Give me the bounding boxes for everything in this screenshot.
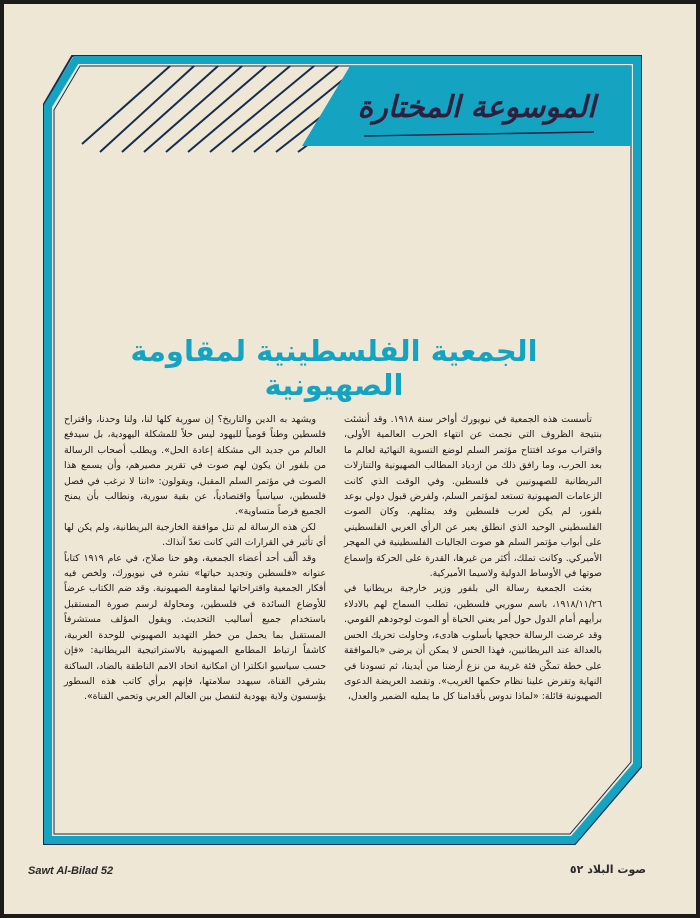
paragraph: لكن هذه الرسالة لم تنل موافقة الخارجية البريطانية، ولم يكن لها أي تأثير في القرارات التي كانت تعدّ آنذاك. bbox=[64, 521, 326, 549]
article-column-left bbox=[64, 412, 326, 705]
paragraph: وقد ألّف أحد أعضاء الجمعية، وهو حنا صلاح، في عام ١٩١٩ كتاباً عنوانه «فلسطين وتجديد حياتها» نشره في نيويورك، ولخص فيه أفكار الجمعية واقتراحاتها لمقاومة الصهيونية. وقد ضم الكتاب عرضاً للأوضاع السائدة في فلسطين، ومحاولة لرسم صورة المستقبل باستخدام جميع أساليب التحديث. ويقول المؤلف مستشرفاً المستقبل بما يحمل من خطر التهديد الصهيوني للوحدة العربية، كاشفاً ارتباط المطامع الصهيونية بالاستراتيجية البريطانية: «فإن حسب سياسيو انكلترا ان امكانية اتحاد الامم الناطقة بالضاد، الساكنة بشرقي القناة، سيهدد سلامتها، فإنهم برأي كاتب هذه السطور يؤسسون ولاية يهودية لتفصل بين العالم العربي وتحمي القناة». bbox=[64, 552, 326, 703]
article-column-right bbox=[344, 412, 602, 705]
paragraph: ويشهد به الدين والتاريخ؟ إن سورية كلها لنا، ولنا وحدنا، واقتراح فلسطين وطناً قومياً لليهود ليس حلاً للمشكلة اليهودية، بل سيدفع العالم من جديد الى مشكلة إعادة الحل». ويطلب أصحاب الرسالة من بلفور ان يكون لهم صوت في تقرير مصيرهم، وأن يسمع هذا الصوت في مؤتمر السلم المقبل، ويقولون: «اننا لا نرغب في فصل فلسطين، سياسياً واقتصادياً، عن بقية سورية، ونطالب بأن يمنح الجميع فرصاً متساوية». bbox=[64, 414, 326, 518]
magazine-page bbox=[4, 4, 696, 914]
article-headline: الجمعية الفلسطينية لمقاومة الصهيونية bbox=[130, 334, 538, 402]
footer-folio-latin: Sawt Al-Bilad 52 bbox=[28, 865, 114, 877]
paragraph: بعثت الجمعية رسالة الى بلفور وزير خارجية بريطانيا في ١٩١٨/١١/٢٦، باسم سوريي فلسطين، تطلب السماح لهم بالادلاء برأيهم أمام الدول حول أمر يعني الحياة أو الموت لوجودهم القومي. وقد عرضت الرسالة حججها بأسلوب هادىء، وحاولت تحريك الحس بالعدالة عند البريطانيين، فهذا الحس لا يمكن أن يرضى «بالموافقة على خطة تمكّن فئة غريبة من نزع أرضنا من أيدينا، ثم تسودنا في النهاية وتفرض علينا نظام حكمها الغريب». وتقصد العريضة الدعوى الصهيونية قائلة: «لماذا ندوس بأقدامنا كل ما يمليه الضمير والعدل، bbox=[344, 583, 602, 703]
section-title: الموسوعة المختارة bbox=[357, 89, 596, 125]
paragraph: تأسست هذه الجمعية في نيويورك أواخر سنة ١٩١٨. وقد أنشئت بنتيجة الظروف التي نجمت عن انتهاء الحرب العالمية الأولى، واقتراب موعد افتتاح مؤتمر السلم لوضع التسوية النهائية لعالم ما بعد الحرب، وما رافق ذلك من ازدياد المطالب الصهيونية والتنازلات البريطانية للصهيونيين في فلسطين. وفي الوقت الذي كانت الزعامات الصهيونية تستعد لمؤتمر السلم، ولفرض قبول دولي بوعد بلفور، لم يكن لعرب فلسطين وفد يمثلهم. وكان الصوت الفلسطيني الوحيد الذي انطلق يعبر عن الرأي العربي الفلسطيني على أبواب مؤتمر السلم هو صوت الجاليات الفلسطينية في المهجر الأميركي. وكانت تملك، أكثر من غيرها، القدرة على الحركة وإسماع صوتها في الأوساط الدولية ولاسيما الأميركية. bbox=[344, 414, 602, 580]
footer-folio-arabic: صوت البلاد ٥٢ bbox=[569, 863, 646, 876]
